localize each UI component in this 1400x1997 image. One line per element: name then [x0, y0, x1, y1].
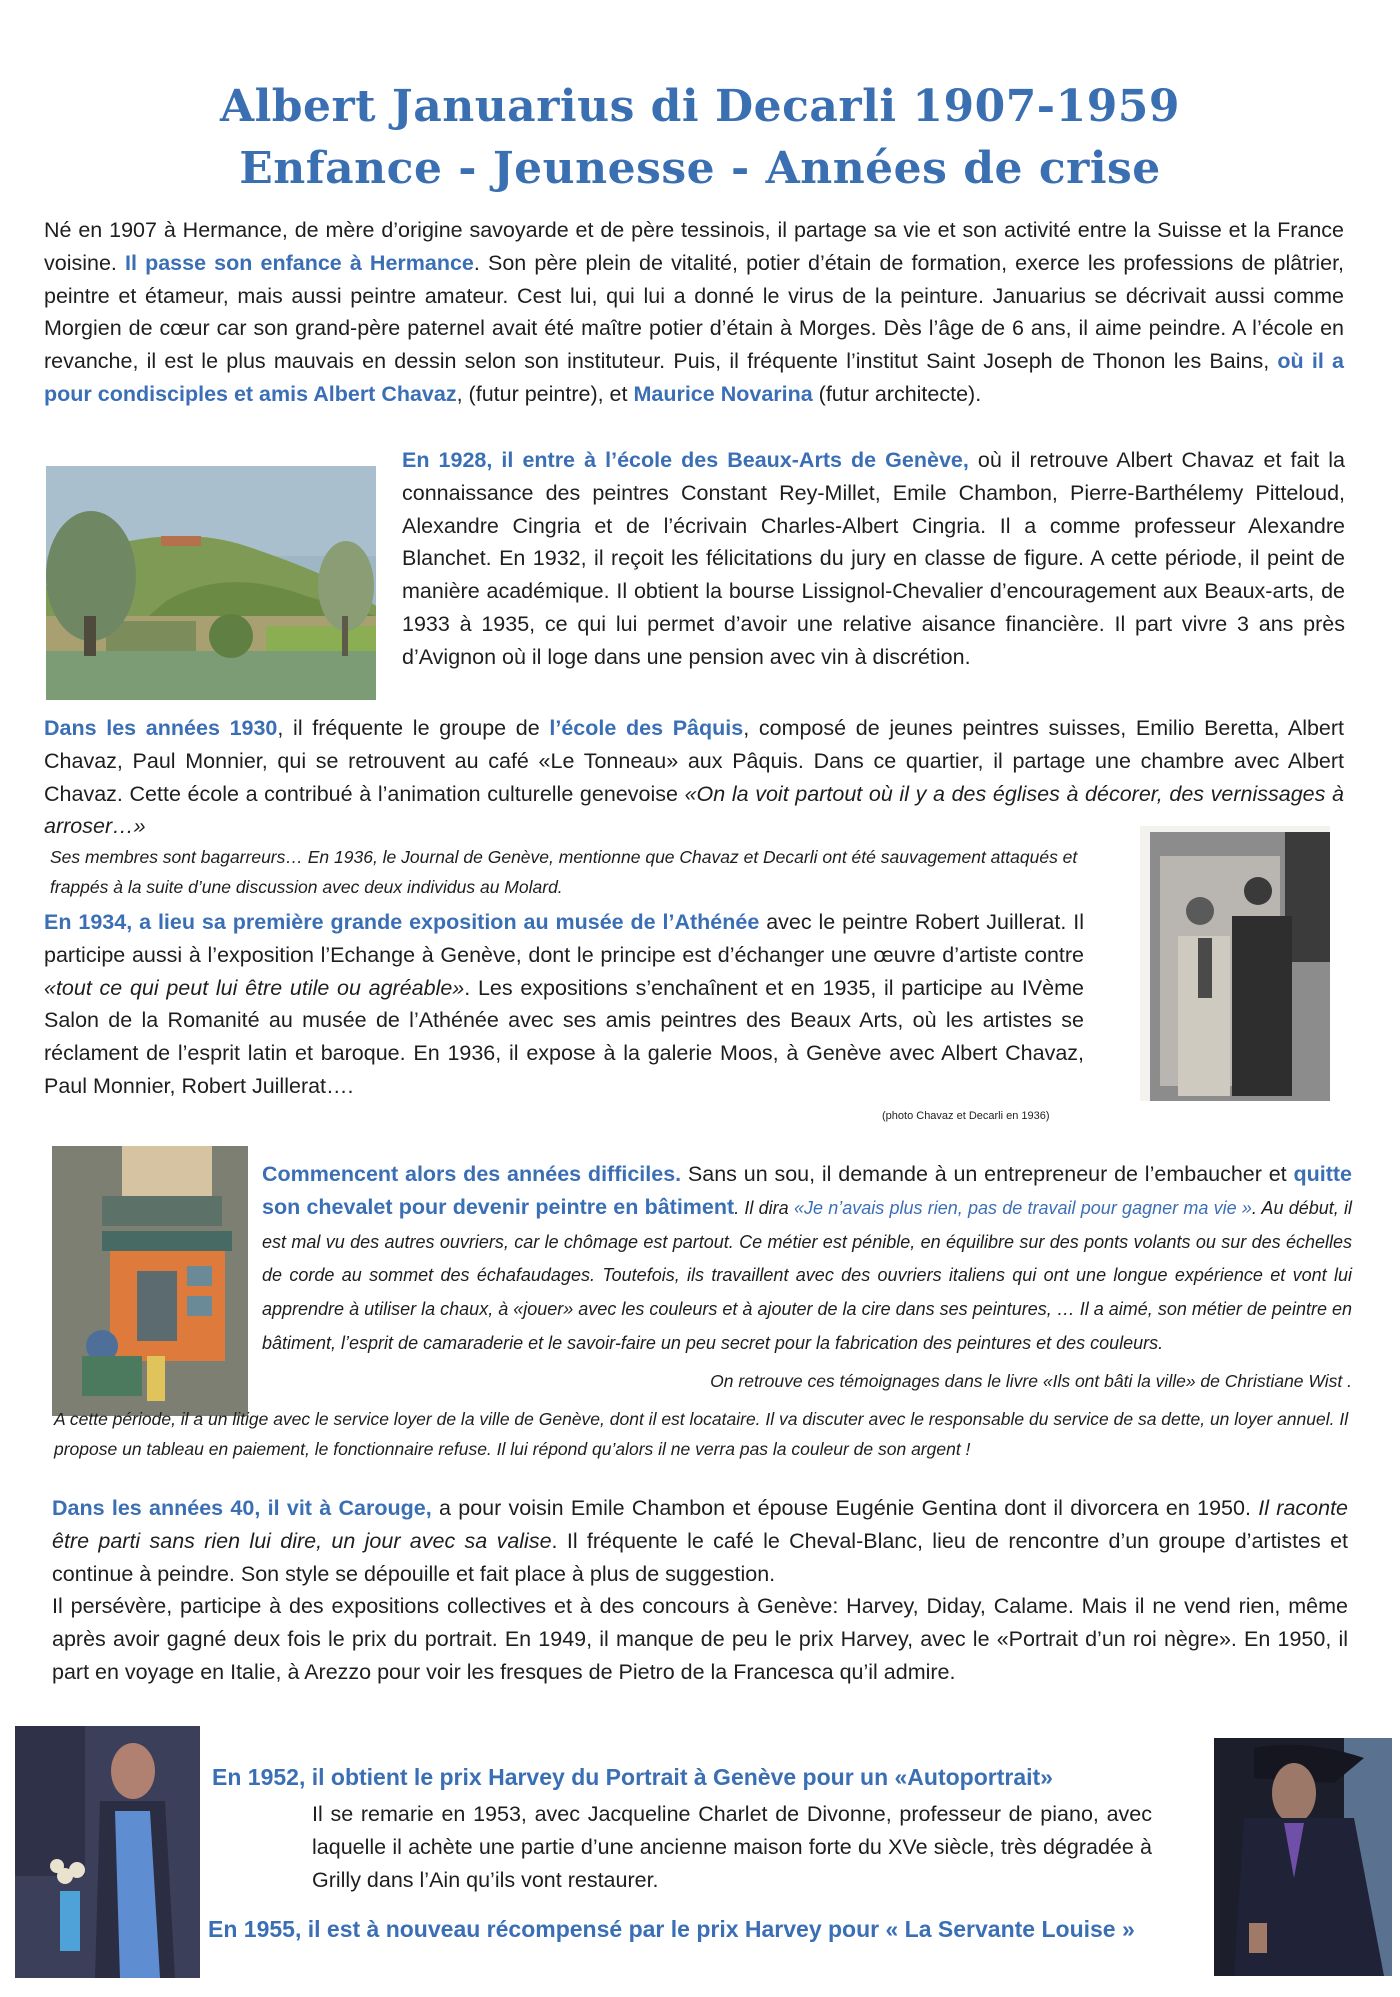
landscape-painting: [46, 466, 376, 700]
athenee-highlight: En 1934, a lieu sa première grande exposition au musée de l’Athénée: [44, 910, 760, 934]
cafe-painting-icon: [52, 1146, 248, 1416]
servante-painting: [15, 1726, 200, 1978]
difficiles-text-2: . Il dira: [734, 1197, 794, 1218]
loyer-note: A cette période, il a un litige avec le service loyer de la ville de Genève, dont il est locataire. Il va discuter avec le responsable du service de sa dette, un loyer annuel. Il propose un tableau en paiement, le fonctionnaire refuse. Il lui répond qu’alors il ne verra pas la couleur de son argent !: [54, 1409, 1349, 1459]
prix-1952-heading: En 1952, il obtient le prix Harvey du Portrait à Genève pour un «Autoportrait»: [212, 1764, 1053, 1790]
carouge-text-2: . Il fréquente le café le Cheval-Blanc, lieu de rencontre d’un groupe d’artistes et continue à peindre. Son style se dépouille et fait place à plus de suggestion.: [52, 1528, 1349, 1586]
intro-highlight-condisciples: où il a pour condisciples et amis Albert Chavaz: [44, 349, 1344, 406]
carouge-highlight: Dans les années 40, il vit à Carouge,: [52, 1496, 432, 1520]
intro-text-4: (futur architecte).: [812, 381, 982, 406]
carouge-italic: Il raconte être parti sans rien lui dire, un jour avec sa valise: [52, 1496, 1349, 1553]
bagarreurs-note: Ses membres sont bagarreurs… En 1936, le Journal de Genève, mentionne que Chavaz et Decarli ont été sauvagement attaqués et frappés à la suite d’une discussion avec deux individus au Molard.: [50, 847, 1078, 897]
carouge-paragraph: [52, 1492, 1348, 1590]
autoportrait-painting: [1214, 1738, 1392, 1976]
cafe-painting: [52, 1146, 248, 1416]
source-note: On retrouve ces témoignages dans le livre «Ils ont bâti la ville» de Christiane Wist .: [710, 1371, 1352, 1391]
carouge-text-1: a pour voisin Emile Chambon et épouse Eugénie Gentina dont il divorcera en 1950.: [431, 1496, 1259, 1520]
intro-paragraph: [44, 214, 1344, 411]
athenee-quote: «tout ce qui peut lui être utile ou agréable»: [44, 975, 465, 1000]
photo-icon: [1140, 826, 1330, 1101]
beaux-arts-text: où il retrouve Albert Chavaz et fait la connaissance des peintres Constant Rey-Millet, Emile Chambon, Pierre-Barthélemy Pitteloud, Alexandre Cingria et de l’écrivain Charles-Albert Cingria. Il a comme professeur Alexandre Blanchet. En 1932, il reçoit les félicitations du jury en classe de figure. A cette période, il peint de manière académique. Il obtient la bourse Lissignol-Chevalier d’encouragement aux Beaux-arts, de 1933 à 1935, ce qui lui permet d’avoir une relative aisance financière. Il part vivre 3 ans près d’Avignon où il loge dans une pension avec vin à discrétion.: [402, 448, 1345, 669]
difficiles-text-3: . Au début, il est mal vu des autres ouvriers, car le chômage est partout. Ce métier est pénible, en équilibre sur des ponts volants ou sur des échelles de corde au sommet des échafaudages. Toutefois, ils travaillent avec des ouvriers italiens qui ont une longue expérience et vont lui apprendre à utiliser la chaux, à «jouer» avec les couleurs et à ajouter de la cire dans ses peintures, … Il a aimé, son métier de peintre en bâtiment, l’esprit de camaraderie et le savoir-faire un peu secret pour la fabrication des peintures et des couleurs.: [262, 1197, 1352, 1353]
remariage-paragraph: Il se remarie en 1953, avec Jacqueline Charlet de Divonne, professeur de piano, avec laquelle il achète une partie d’une ancienne maison forte du XVe siècle, très dégradée à Grilly dans l’Ain qu’ils vont restaurer.: [312, 1802, 1152, 1892]
paquis-text-2: , composé de jeunes peintres suisses, Emilio Beretta, Albert Chavaz, Paul Monnier, qui se retrouvent au café «Le Tonneau» aux Pâquis. Dans ce quartier, il partage une chambre avec Albert Chavaz. Cette école a contribué à l’animation culturelle genevoise: [44, 716, 1345, 806]
difficiles-text-1: Sans un sou, il demande à un entrepreneur de l’embaucher et: [681, 1162, 1294, 1186]
beaux-arts-highlight: En 1928, il entre à l’école des Beaux-Arts de Genève,: [402, 448, 969, 472]
title-line-2: Enfance - Jeunesse - Années de crise: [239, 143, 1161, 194]
autoportrait-painting-icon: [1214, 1738, 1392, 1976]
athenee-text-2: . Les expositions s’enchaînent et en 1935, il participe au IVème Salon de la Romanité au musée de l’Athénée avec ses amis peintres des Beaux Arts, où les artistes se réclament de l’esprit latin et baroque. En 1936, il expose à la galerie Moos, à Genève avec Albert Chavaz, Paul Monnier, Robert Juillerat….: [44, 975, 1084, 1098]
intro-text-2: . Son père plein de vitalité, potier d’étain de formation, exerce les professions de plâtrier, peintre et étameur, mais aussi peintre amateur. Cest lui, qui lui a donné le virus de la peinture. Januarius se décrivait aussi comme Morgien de cœur car son grand-père paternel avait été maître potier d’étain à Morges. Dès l’âge de 6 ans, il aime peindre. A l’école en revanche, il est le plus mauvais en dessin selon son instituteur. Puis, il fréquente l’institut Saint Joseph de Thonon les Bains,: [44, 250, 1345, 374]
intro-text-3: , (futur peintre), et: [456, 381, 634, 406]
title-line-1: Albert Januarius di Decarli 1907-1959: [219, 81, 1181, 132]
paquis-highlight-1930: Dans les années 1930: [44, 716, 278, 740]
servante-painting-icon: [15, 1726, 200, 1978]
intro-highlight-enfance: Il passe son enfance à Hermance: [125, 250, 474, 275]
perseverance-paragraph: Il persévère, participe à des expositions collectives et à des concours à Genève: Harvey, Diday, Calame. Mais il ne vend rien, même après avoir gagné deux fois le prix du portrait. En 1949, il manque de peu le prix Harvey, avec le «Portrait d’un roi nègre». En 1950, il part en voyage en Italie, à Arezzo pour voir les fresques de Pietro de la Francesca qu’il admire.: [52, 1594, 1348, 1684]
photo-caption: (photo Chavaz et Decarli en 1936): [882, 1110, 1050, 1122]
prix-1955-heading: En 1955, il est à nouveau récompensé par le prix Harvey pour « La Servante Louise »: [208, 1916, 1135, 1942]
difficiles-highlight-1: Commencent alors des années difficiles.: [262, 1162, 682, 1186]
difficiles-highlight-2: quitte son chevalet pour devenir peintre en bâtiment: [262, 1162, 1352, 1219]
photo-chavaz-decarli: [1140, 826, 1330, 1101]
athenee-text-1: avec le peintre Robert Juillerat. Il participe aussi à l’exposition l’Echange à Genève, dont le principe est d’échanger une œuvre d’artiste contre: [44, 910, 1084, 967]
intro-highlight-novarina: Maurice Novarina: [633, 381, 813, 406]
difficiles-paragraph: [262, 1158, 1352, 1360]
paquis-paragraph: [44, 712, 1344, 843]
athenee-paragraph: [44, 906, 1084, 1103]
landscape-painting-icon: [46, 466, 376, 700]
intro-text-1: Né en 1907 à Hermance, de mère d’origine savoyarde et de père tessinois, il partage sa vie et son activité entre la Suisse et la France voisine.: [44, 218, 1344, 275]
paquis-text-1: , il fréquente le groupe de: [277, 716, 550, 740]
beaux-arts-paragraph: [402, 444, 1345, 674]
paquis-highlight-ecole: l’école des Pâquis: [549, 716, 744, 740]
difficiles-quote: «Je n’avais plus rien, pas de travail pour gagner ma vie »: [793, 1197, 1252, 1218]
paquis-quote: «On la voit partout où il y a des églises à décorer, des vernissages à arroser…»: [44, 781, 1344, 839]
